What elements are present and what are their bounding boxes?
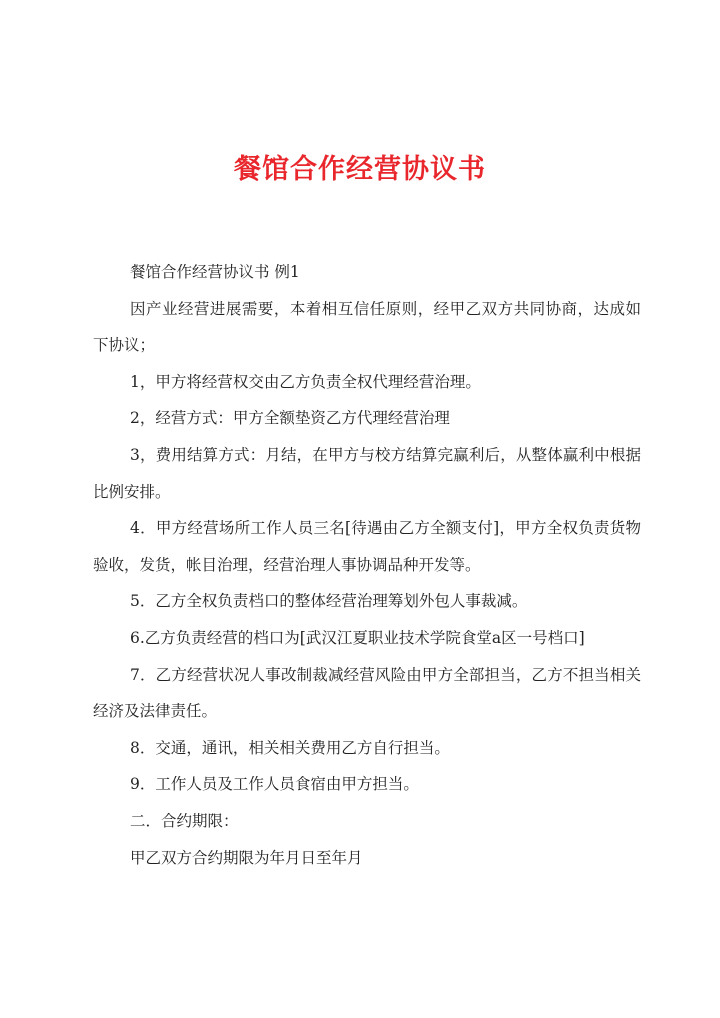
paragraph-clause-2: 2，经营方式：甲方全额垫资乙方代理经营治理	[130, 409, 450, 428]
paragraph-clause-4: 4．甲方经营场所工作人员三名[待遇由乙方全额支付]，甲方全权负责货物验收，发货，帐目治理，经营治理人事协调品种开发等。	[93, 519, 641, 574]
paragraph-clause-3: 3，费用结算方式：月结，在甲方与校方结算完赢利后，从整体赢利中根据比例安排。	[93, 445, 641, 501]
document-title: 餐馆合作经营协议书	[234, 154, 486, 185]
paragraph-term: 甲乙双方合约期限为年月日至年月	[130, 848, 363, 867]
paragraph-clause-5: 5．乙方全权负责档口的整体经营治理筹划外包人事裁减。	[130, 592, 528, 611]
paragraph-clause-8: 8．交通，通讯，相关相关费用乙方自行担当。	[130, 738, 450, 757]
paragraph-clause-6: 6.乙方负责经营的档口为[武汉江夏职业技术学院食堂a区一号档口]	[130, 628, 585, 647]
document-body	[93, 254, 641, 876]
paragraph-clause-7: 7．乙方经营状况人事改制裁减经营风险由甲方全部担当，乙方不担当相关经济及法律责任。	[93, 665, 641, 721]
paragraph-intro: 因产业经营进展需要，本着相互信任原则，经甲乙双方共同协商，达成如下协议；	[93, 299, 641, 355]
paragraph-clause-9: 9．工作人员及工作人员食宿由甲方担当。	[130, 775, 419, 794]
paragraph-clause-1: 1，甲方将经营权交由乙方负责全权代理经营治理。	[130, 372, 481, 391]
section-heading-term: 二．合约期限：	[130, 811, 239, 830]
paragraph-heading-example: 餐馆合作经营协议书 例1	[130, 263, 300, 281]
